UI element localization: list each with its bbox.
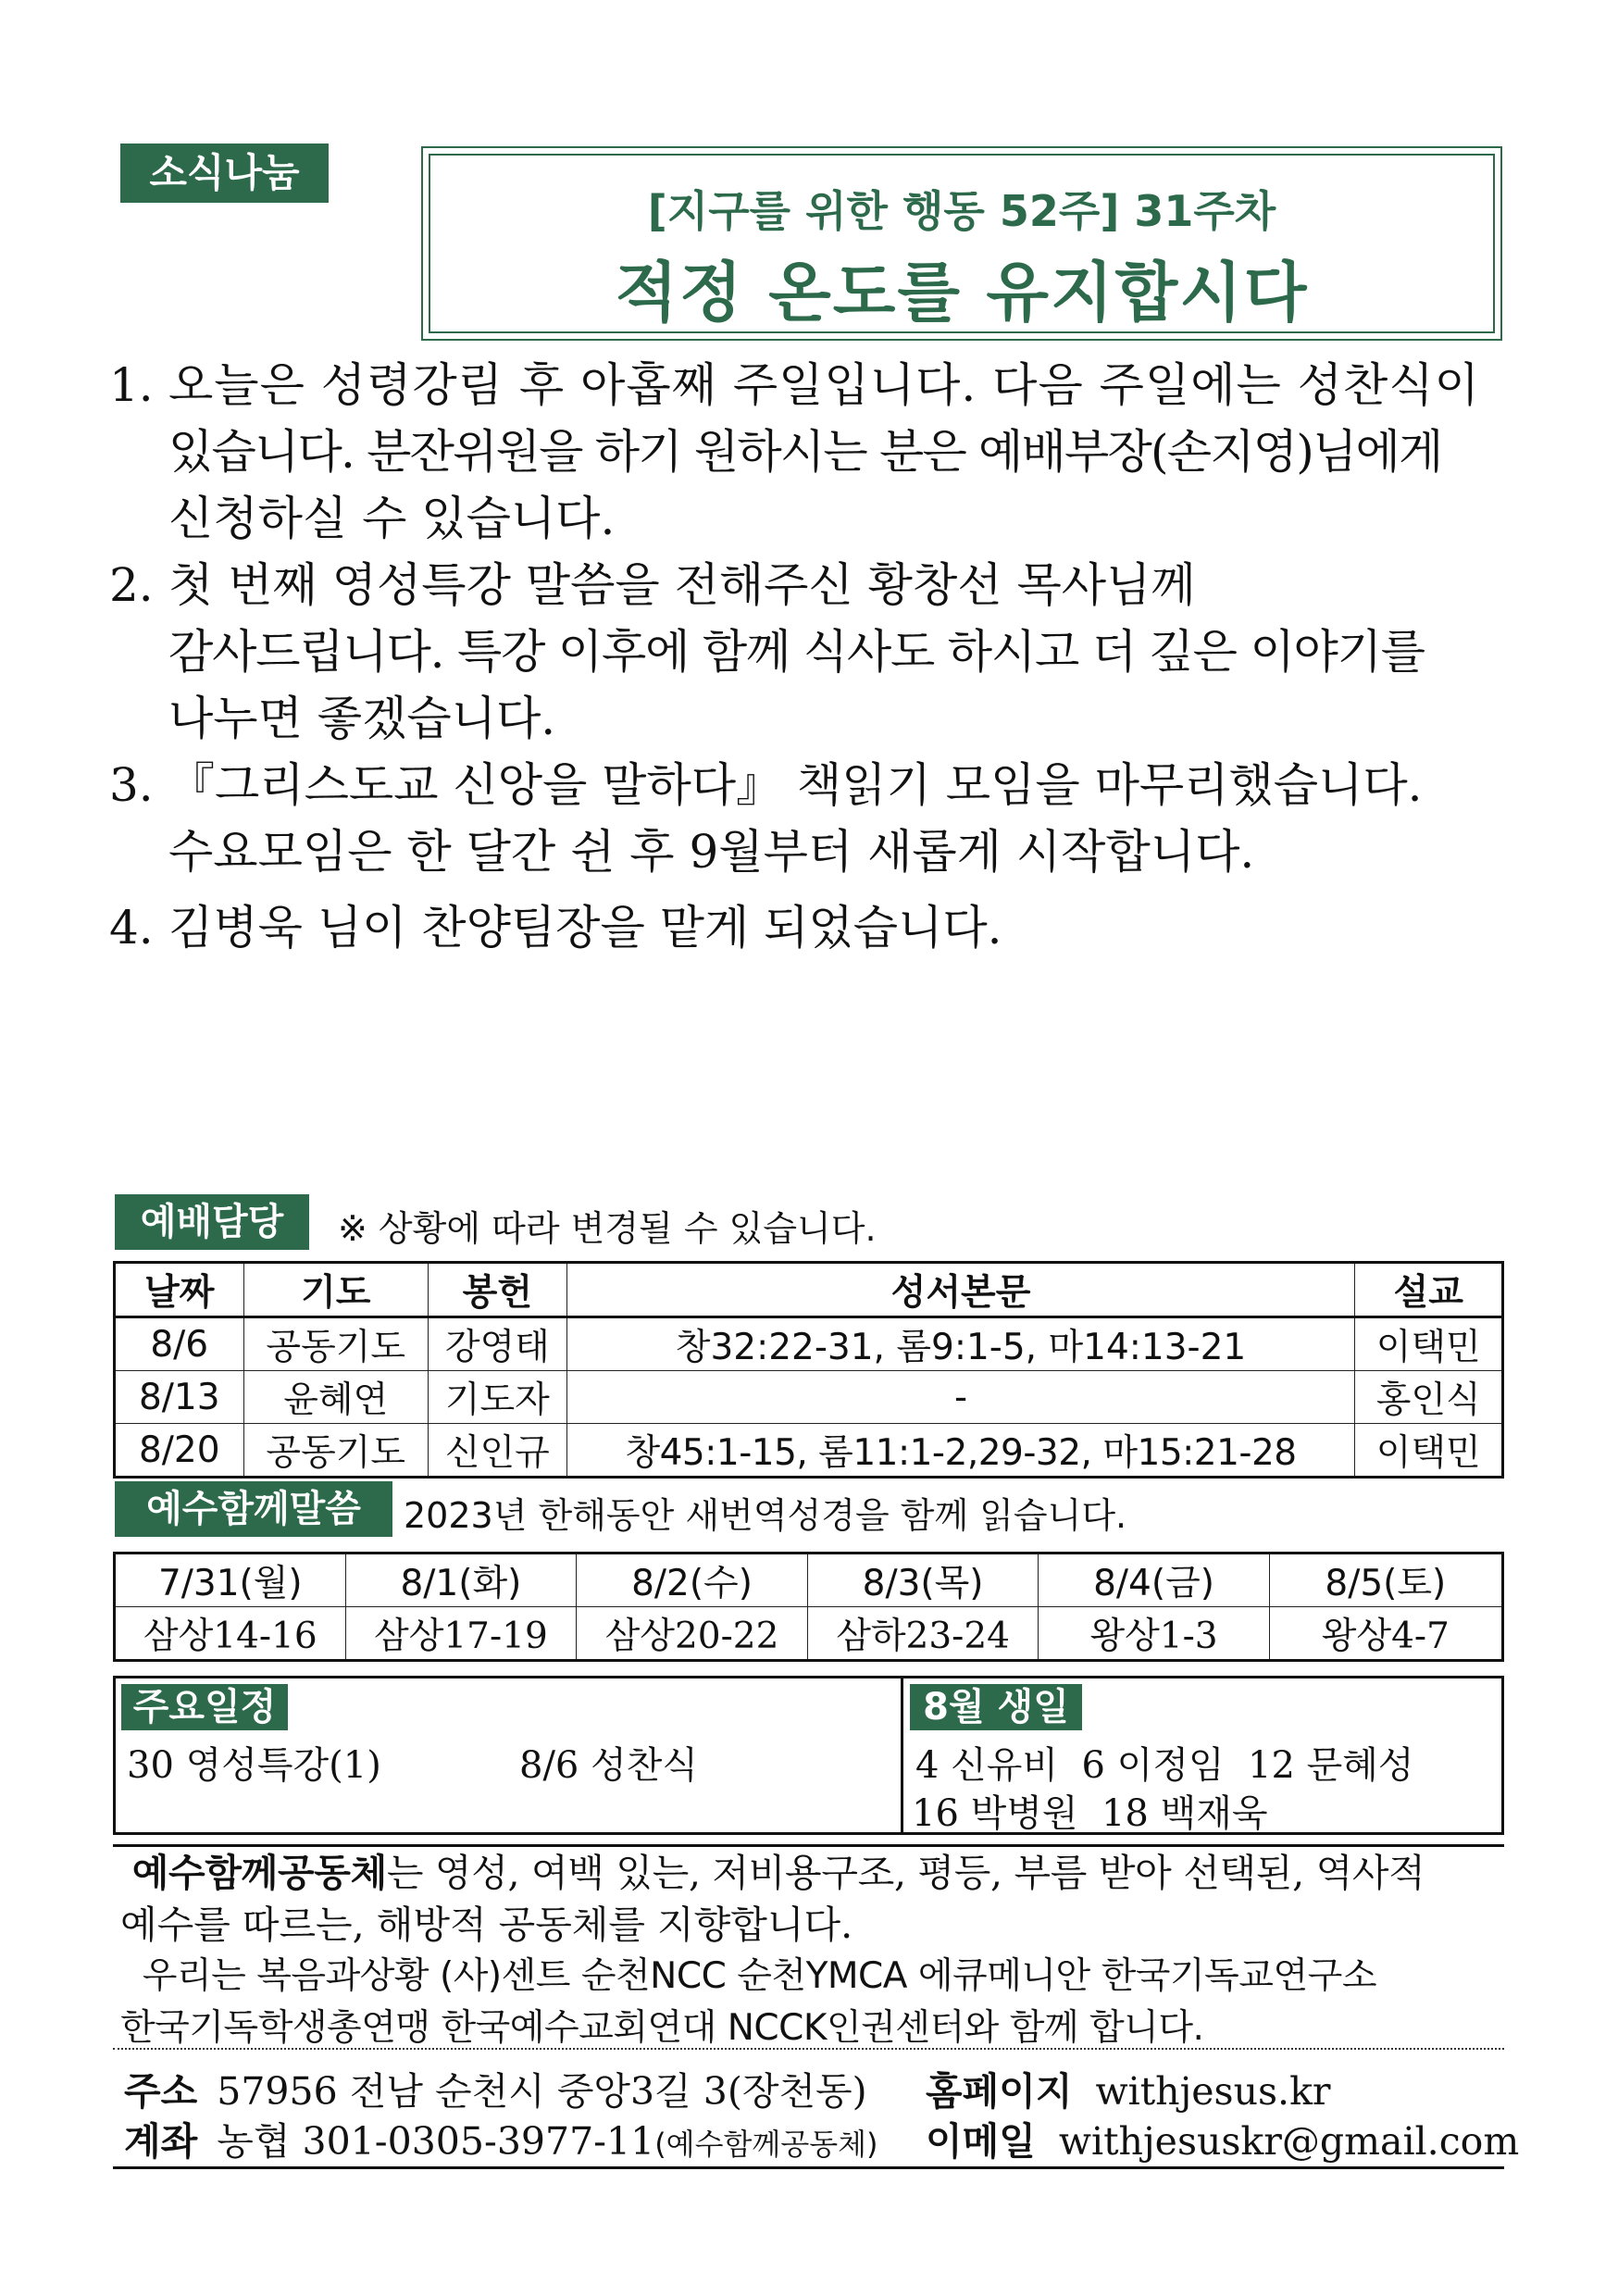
news-item-number: 2. <box>109 558 154 612</box>
table-cell: 8/6 <box>115 1317 244 1371</box>
birthday-tag: 8월 생일 <box>910 1684 1082 1730</box>
worship-note: ※ 상황에 따라 변경될 수 있습니다. <box>338 1208 877 1249</box>
news-item-3 <box>109 752 1516 885</box>
table-cell: 창32:22-31, 롬9:1-5, 마14:13-21 <box>566 1317 1355 1371</box>
account-value: 농협 301-0305-3977-11 <box>217 2119 655 2164</box>
email-label: 이메일 <box>926 2119 1036 2164</box>
news-section-tag: 소식나눔 <box>120 144 329 203</box>
news-line: 오늘은 성령강림 후 아홉째 주일입니다. 다음 주일에는 성찬식이 <box>168 358 1480 412</box>
news-item-1 <box>109 352 1516 552</box>
column-header: 기도 <box>243 1263 429 1317</box>
column-header: 봉헌 <box>429 1263 567 1317</box>
news-line: 감사드립니다. 특강 이후에 함께 식사도 하시고 더 깊은 이야기를 <box>168 625 1425 679</box>
homepage-row <box>926 2061 1331 2115</box>
news-item-2 <box>109 552 1516 752</box>
reading-day: 8/1(화) <box>345 1554 577 1607</box>
account-label: 계좌 <box>124 2119 198 2164</box>
table-cell: 이택민 <box>1355 1317 1503 1371</box>
news-list <box>109 352 1516 961</box>
mission-text: 는 영성, 여백 있는, 저비용구조, 평등, 부름 받아 선택된, 역사적 <box>386 1851 1425 1895</box>
title-main: 적정 온도를 유지합시다 <box>615 255 1309 331</box>
news-item-number: 1. <box>109 358 154 412</box>
reading-day: 8/4(금) <box>1039 1554 1269 1607</box>
table-cell: 창45:1-15, 롬11:1-2,29-32, 마15:21-28 <box>566 1424 1355 1478</box>
schedule-birthday-box <box>113 1676 1504 1835</box>
homepage-label: 홈페이지 <box>926 2069 1073 2114</box>
mission-line <box>120 1847 1509 1899</box>
table-cell: 공동기도 <box>243 1424 429 1478</box>
reading-day: 7/31(월) <box>115 1554 346 1607</box>
partners-line: 우리는 복음과상황 (사)센트 순천NCC 순천YMCA 에큐메니안 한국기독교연구소 <box>142 1955 1377 1997</box>
address-label: 주소 <box>124 2069 198 2114</box>
table-cell: 기도자 <box>429 1371 567 1424</box>
news-line: 첫 번째 영성특강 말씀을 전해주신 황창선 목사님께 <box>168 558 1196 612</box>
readings-note: 2023년 한해동안 새번역성경을 함께 읽습니다. <box>404 1495 1127 1536</box>
table-cell: 8/20 <box>115 1424 244 1478</box>
news-line: 수요모임은 한 달간 쉰 후 9월부터 새롭게 시작합니다. <box>168 825 1255 879</box>
table-cell: 공동기도 <box>243 1317 429 1371</box>
table-cell: 이택민 <box>1355 1424 1503 1478</box>
schedule-tag: 주요일정 <box>121 1684 288 1730</box>
table-cell: 홍인식 <box>1355 1371 1503 1424</box>
reading-passage: 삼하23-24 <box>807 1607 1039 1661</box>
table-row <box>115 1317 1503 1371</box>
worship-section-tag: 예배담당 <box>115 1194 309 1250</box>
table-cell: - <box>566 1371 1355 1424</box>
mission-statement <box>120 1847 1509 2054</box>
readings-section-tag: 예수함께말씀 <box>115 1481 392 1537</box>
box-divider <box>901 1678 903 1832</box>
mission-line: 예수를 따르는, 해방적 공동체를 지향합니다. <box>120 1903 853 1947</box>
title-subtitle: [지구를 위한 행동 52주] 31주차 <box>647 186 1276 236</box>
account-holder: (예수함께공동체) <box>654 2127 878 2162</box>
news-line: 있습니다. 분잔위원을 하기 원하시는 분은 예배부장(손지영)님에게 <box>168 425 1442 479</box>
news-item-text <box>168 894 1516 961</box>
table-cell: 신인규 <box>429 1424 567 1478</box>
table-cell: 윤혜연 <box>243 1371 429 1424</box>
birthday-line: 4 신유비 6 이정임 12 문혜성 <box>915 1744 1414 1787</box>
news-item-text <box>168 552 1516 752</box>
reading-day: 8/2(수) <box>577 1554 808 1607</box>
account-row <box>124 2111 878 2165</box>
reading-day: 8/3(목) <box>807 1554 1039 1607</box>
address-value: 57956 전남 순천시 중앙3길 3(장천동) <box>217 2069 867 2114</box>
dotted-divider <box>113 2048 1504 2050</box>
table-header-row <box>115 1263 1503 1317</box>
news-line: 『그리스도교 신앙을 말하다』 책읽기 모임을 마무리했습니다. <box>168 758 1423 812</box>
table-cell: 8/13 <box>115 1371 244 1424</box>
news-line: 신청하실 수 있습니다. <box>168 492 616 545</box>
news-line: 김병욱 님이 찬양팀장을 맡게 되었습니다. <box>168 901 1002 955</box>
homepage-link[interactable]: withjesus.kr <box>1095 2069 1331 2114</box>
footer-rule <box>113 2166 1504 2169</box>
schedule-item: 8/6 성찬식 <box>519 1744 699 1787</box>
worship-roster-table <box>113 1261 1504 1479</box>
table-row <box>115 1424 1503 1478</box>
column-header: 날짜 <box>115 1263 244 1317</box>
mission-line <box>120 1951 1509 2003</box>
news-item-4 <box>109 894 1516 961</box>
news-item-text <box>168 352 1516 552</box>
readings-passage-row <box>115 1607 1503 1661</box>
mission-line: 한국기독학생총연맹 한국예수교회연대 NCCK인권센터와 함께 합니다. <box>120 2007 1204 2049</box>
readings-day-row <box>115 1554 1503 1607</box>
news-line: 나누면 좋겠습니다. <box>168 692 556 745</box>
email-link[interactable]: withjesuskr@gmail.com <box>1058 2119 1520 2164</box>
table-cell: 강영태 <box>429 1317 567 1371</box>
daily-readings-table <box>113 1552 1504 1662</box>
reading-passage: 왕상4-7 <box>1269 1607 1502 1661</box>
weekly-action-title-box <box>421 146 1502 341</box>
news-item-text <box>168 752 1516 885</box>
community-name: 예수함께공동체 <box>131 1851 387 1895</box>
reading-passage: 왕상1-3 <box>1039 1607 1269 1661</box>
reading-passage: 삼상14-16 <box>115 1607 346 1661</box>
address-row <box>124 2061 867 2115</box>
table-row <box>115 1371 1503 1424</box>
column-header: 성서본문 <box>566 1263 1355 1317</box>
schedule-item: 30 영성특강(1) <box>127 1744 381 1787</box>
column-header: 설교 <box>1355 1263 1503 1317</box>
email-row <box>926 2111 1519 2165</box>
news-item-number: 3. <box>109 758 154 812</box>
reading-passage: 삼상17-19 <box>345 1607 577 1661</box>
reading-day: 8/5(토) <box>1269 1554 1502 1607</box>
news-item-number: 4. <box>109 901 154 955</box>
birthday-line: 16 박병원 18 백재욱 <box>912 1792 1268 1835</box>
reading-passage: 삼상20-22 <box>577 1607 808 1661</box>
